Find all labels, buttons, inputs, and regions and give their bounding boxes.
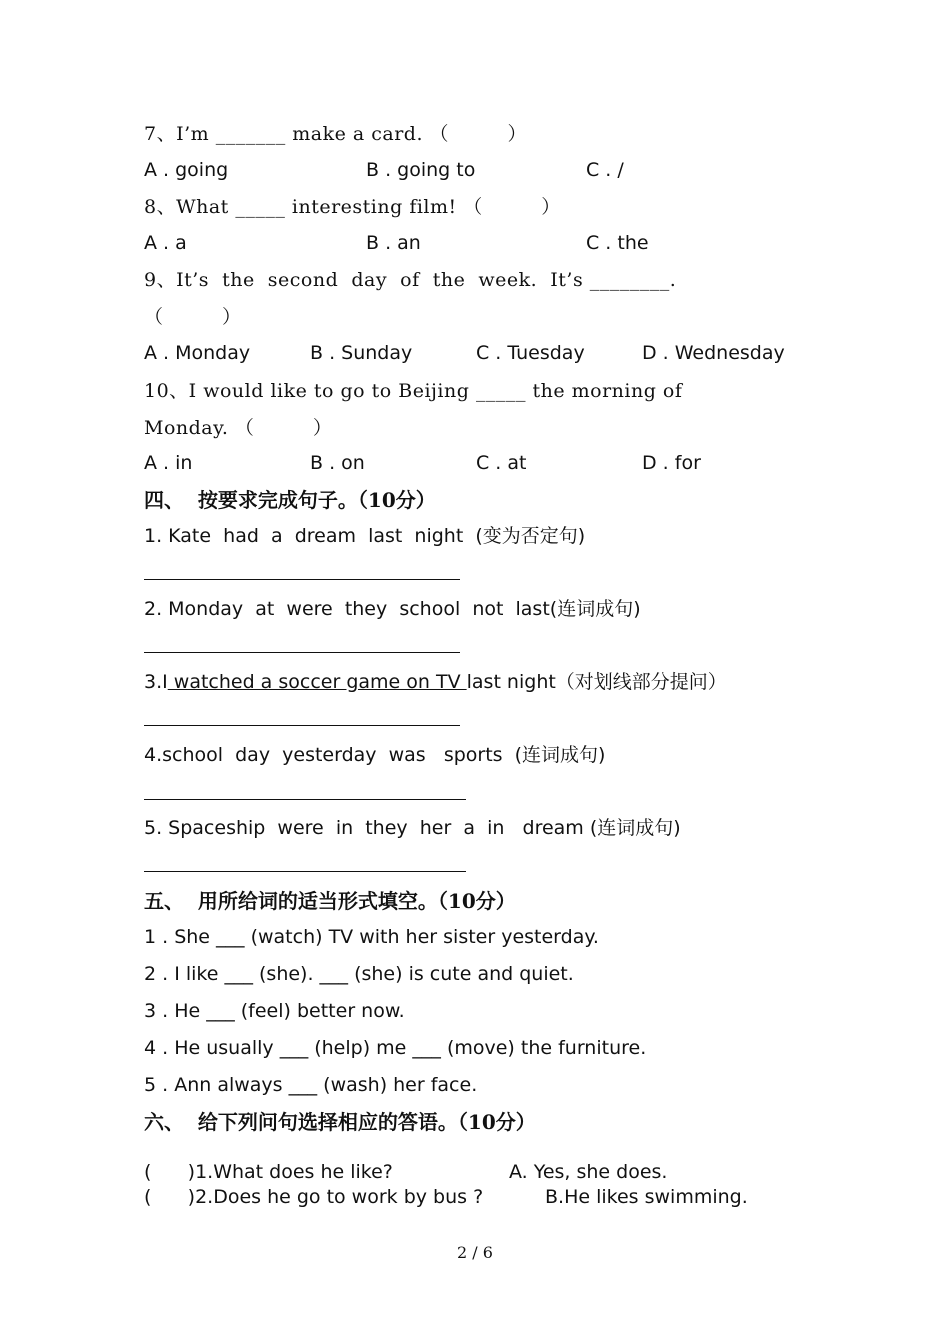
s4-answer-line-5[interactable] (144, 871, 466, 872)
s4-answer-line-1[interactable] (144, 579, 460, 580)
s4-answer-line-4[interactable] (144, 799, 466, 800)
s4-answer-line-3[interactable] (144, 725, 460, 726)
section-4-title: 四、 按要求完成句子。（10分） (144, 488, 436, 512)
q10-option-b: B . on (310, 452, 365, 474)
section-5-title: 五、 用所给词的适当形式填空。（10分） (144, 889, 516, 913)
s5-item-3: 3 . He ___ (feel) better now. (144, 1000, 405, 1022)
q9-answer-paren: （ ） (144, 306, 242, 328)
q8-option-a: A . a (144, 232, 187, 254)
q8-option-b: B . an (366, 232, 421, 254)
s4-item-3-suffix: last night（对划线部分提问） (466, 671, 727, 693)
s5-item-2: 2 . I like ___ (she). ___ (she) is cute and quiet. (144, 963, 574, 985)
s5-item-4: 4 . He usually ___ (help) me ___ (move) the furniture. (144, 1037, 647, 1059)
q9-option-b: B . Sunday (310, 342, 413, 364)
s4-item-1: 1. Kate had a dream last night (变为否定句) (144, 525, 586, 547)
s6-answer-b: B.He likes swimming. (545, 1186, 748, 1208)
q7-option-b: B . going to (366, 159, 476, 181)
q7-option-c: C . / (586, 159, 624, 181)
q10-option-a: A . in (144, 452, 193, 474)
s4-item-3-underlined-phrase: watched a soccer game on TV (167, 671, 467, 693)
s6-question-1: ( )1.What does he like? (144, 1161, 393, 1183)
s5-item-5: 5 . Ann always ___ (wash) her face. (144, 1074, 478, 1096)
q9-option-d: D . Wednesday (642, 342, 785, 364)
page-number: 2 / 6 (457, 1243, 493, 1262)
s4-answer-line-2[interactable] (144, 652, 460, 653)
q10-option-c: C . at (476, 452, 527, 474)
q9-option-c: C . Tuesday (476, 342, 585, 364)
s4-item-3 (144, 670, 727, 694)
q9-option-a: A . Monday (144, 342, 251, 364)
s4-item-2: 2. Monday at were they school not last(连词成句) (144, 598, 641, 620)
q10-option-d: D . for (642, 452, 701, 474)
section-6-title: 六、 给下列问句选择相应的答语。（10分） (144, 1110, 536, 1134)
s6-question-2: ( )2.Does he go to work by bus ? (144, 1186, 484, 1208)
q8-stem: 8、What _____ interesting film! （ ） (144, 196, 561, 218)
q7-option-a: A . going (144, 159, 229, 181)
q7-stem: 7、I’m _______ make a card. （ ） (144, 123, 528, 145)
q9-stem: 9、It’s the second day of the week. It’s ________. (144, 269, 677, 291)
q10-stem-line2: Monday. （ ） (144, 417, 333, 439)
q10-stem-line1: 10、I would like to go to Beijing _____ the morning of (144, 380, 683, 402)
s4-item-4: 4.school day yesterday was sports (连词成句) (144, 744, 606, 766)
s4-item-5: 5. Spaceship were in they her a in dream (连词成句) (144, 817, 681, 839)
q8-option-c: C . the (586, 232, 649, 254)
s6-answer-a: A. Yes, she does. (509, 1161, 668, 1183)
s5-item-1: 1 . She ___ (watch) TV with her sister yesterday. (144, 926, 599, 948)
s4-item-3-prefix: 3.I (144, 671, 168, 693)
